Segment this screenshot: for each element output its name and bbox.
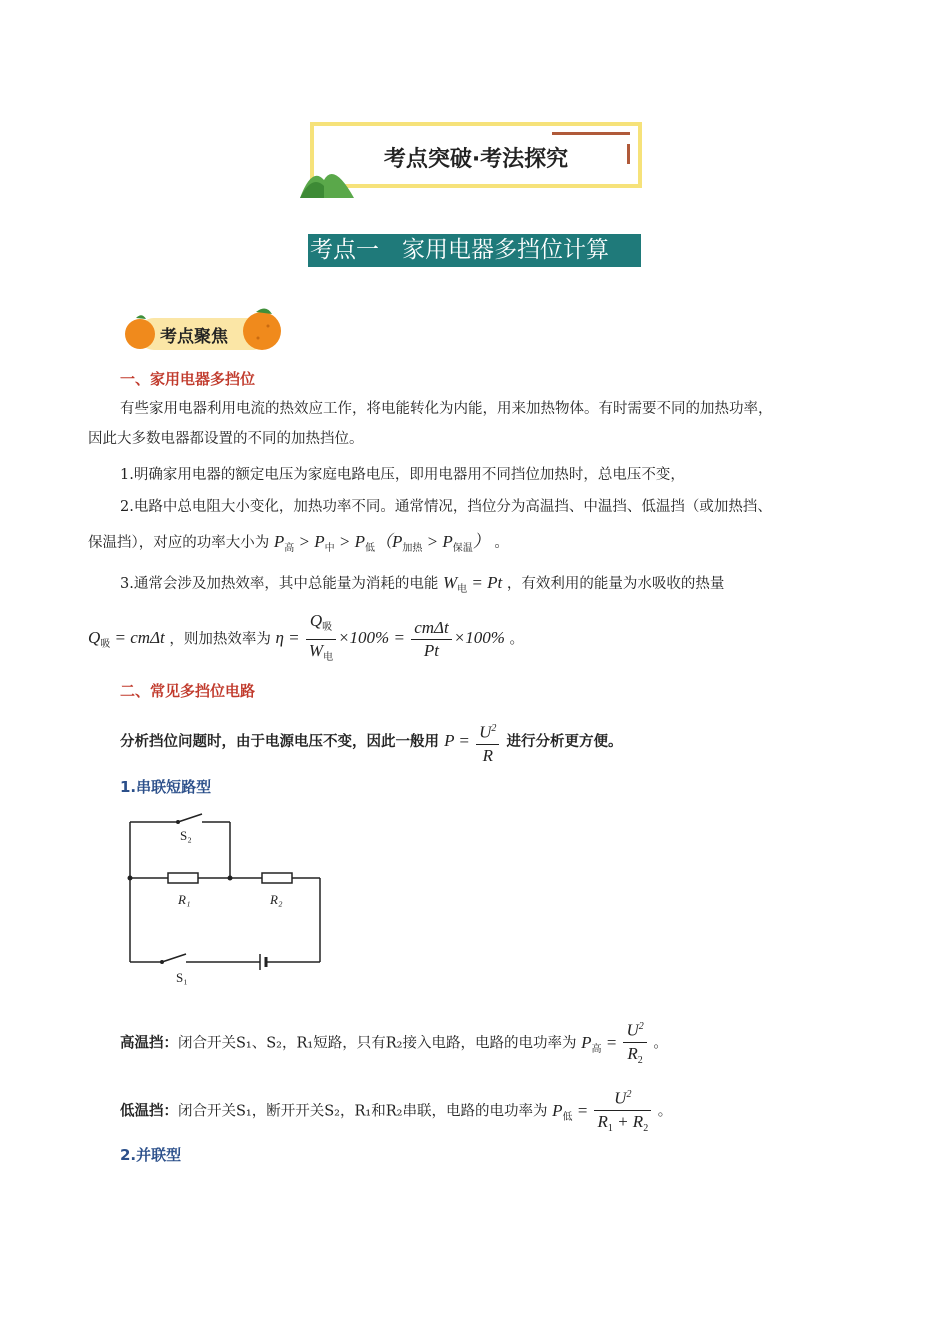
hill-icon <box>298 160 356 200</box>
high-end: 。 <box>653 1035 668 1052</box>
low-temp-label: 低温挡： <box>120 1103 178 1120</box>
item3-mid: ，则加热效率为 <box>169 631 271 648</box>
banner-decoration-line <box>552 132 630 135</box>
heat-formula: $Q_吸 = cm\Delta t$ <box>88 628 165 651</box>
focus-label: 考点聚焦 <box>160 327 228 347</box>
item3-line1 <box>120 568 724 605</box>
analysis-line <box>120 718 622 767</box>
label-s1: S₁ <box>176 970 188 985</box>
high-temp-line <box>120 1016 668 1072</box>
item1: 1.明确家用电器的额定电压为家庭电路电压，即用电器用不同挡位加热时，总电压不变， <box>120 467 685 483</box>
intro-line1: 有些家用电器利用电流的热效应工作，将电能转化为内能，用来加热物体。有时需要不同的加热功率， <box>120 401 773 417</box>
low-temp-text: 闭合开关S₁，断开开关S₂，R₁和R₂串联，电路的电功率为 <box>178 1103 548 1120</box>
label-r2: R₂ <box>270 892 283 907</box>
power-order-formula: $P_高 > P_中 > P_低(P_{加热} > P_{保温})$ <box>273 532 490 554</box>
item3-suffix: ，有效利用的能量为水吸收的热量 <box>506 576 725 592</box>
item2-line1: 2.电路中总电阻大小变化，加热功率不同。通常情况，挡位分为高温挡、中温挡、低温挡（或加热挡、 <box>120 499 772 515</box>
title-banner <box>310 122 642 188</box>
power-formula: P = $\frac{U^2}{R}$ <box>444 731 501 750</box>
part2-heading: 二、常见多挡位电路 <box>120 682 256 700</box>
section-title: 考点一 家用电器多挡位计算 <box>308 234 641 267</box>
item2-line2 <box>88 527 509 564</box>
label-s2: S₂ <box>180 828 192 843</box>
series-short-circuit-diagram <box>120 812 330 992</box>
high-power-formula: $P_高$ = $\frac{U^2}{R_2}$ <box>581 1033 649 1052</box>
label-r1: R₁ <box>178 892 191 907</box>
high-temp-label: 高温挡： <box>120 1035 178 1052</box>
banner-title: 考点突破·考法探究 <box>383 147 569 172</box>
item2-suffix: 。 <box>494 535 509 551</box>
item2-prefix: 保温挡），对应的功率大小为 <box>88 535 270 551</box>
low-end: 。 <box>657 1103 673 1120</box>
efficiency-formula: η = $\frac{Q_吸}{W_电}$ ×100% = $\frac{\text{cmΔt}}{Pt}$ ×100% <box>275 611 505 663</box>
energy-formula: $W_电 = Pt$ <box>442 573 503 595</box>
analysis-suffix: 进行分析更方便。 <box>506 734 623 751</box>
part1-intro <box>88 394 878 424</box>
subheading-series: 1.串联短路型 <box>120 778 212 796</box>
subheading-parallel: 2.并联型 <box>120 1146 182 1164</box>
high-temp-text: 闭合开关S₁、S₂，R₁短路，只有R₂接入电路，电路的电功率为 <box>178 1035 577 1052</box>
item3-end: 。 <box>509 631 524 648</box>
item3-prefix: 3.通常会涉及加热效率，其中总能量为消耗的电能 <box>120 576 439 592</box>
low-temp-line <box>120 1084 672 1140</box>
low-power-formula: $P_低$ = $\frac{U^2}{R_1 + R_2}$ <box>552 1101 653 1120</box>
item3-line2 <box>88 610 524 669</box>
analysis-prefix: 分析挡位问题时，由于电源电压不变，因此一般用 <box>120 734 439 751</box>
intro-line2: 因此大多数电器都设置的不同的加热挡位。 <box>88 431 364 447</box>
part1-heading: 一、家用电器多挡位 <box>120 370 256 388</box>
